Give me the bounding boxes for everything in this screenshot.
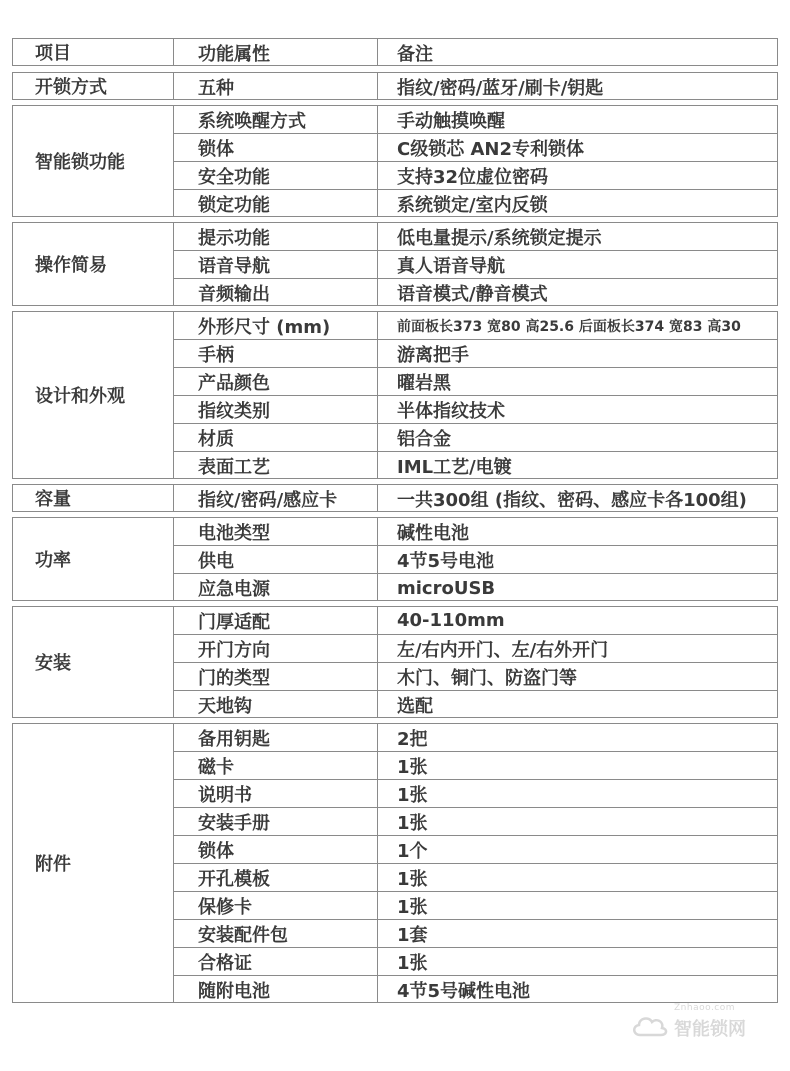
section-installation <box>12 606 778 718</box>
table-row <box>173 976 777 1004</box>
feature-cell: 天地钩 <box>198 696 252 717</box>
remark-cell: 半体指纹技术 <box>397 400 505 422</box>
table-row <box>173 635 777 663</box>
remark-cell: 1张 <box>397 756 428 778</box>
table-row <box>173 223 777 251</box>
section-capacity <box>12 484 778 512</box>
table-row <box>173 574 777 602</box>
table-row <box>173 340 777 368</box>
feature-cell: 外形尺寸 (mm) <box>198 316 331 338</box>
remark-cell: 1个 <box>397 840 428 862</box>
section-title: 智能锁功能 <box>35 152 125 173</box>
table-header <box>12 38 778 66</box>
feature-cell: 应急电源 <box>198 579 270 600</box>
section-power <box>12 517 778 601</box>
header-feature: 功能属性 <box>198 44 270 65</box>
feature-cell: 锁体 <box>198 840 234 862</box>
section-title: 功率 <box>35 550 71 571</box>
table-row <box>173 948 777 976</box>
table-row <box>173 752 777 780</box>
table-row <box>173 279 777 307</box>
feature-cell: 产品颜色 <box>198 372 270 394</box>
table-row <box>173 396 777 424</box>
section-design-appearance <box>12 311 778 479</box>
feature-cell: 系统唤醒方式 <box>198 110 306 132</box>
section-title: 操作简易 <box>35 255 107 276</box>
section-title: 附件 <box>35 854 71 875</box>
feature-cell: 电池类型 <box>198 522 270 544</box>
table-row <box>173 452 777 480</box>
feature-cell: 五种 <box>198 78 234 99</box>
section-title: 容量 <box>35 489 71 510</box>
feature-cell: 开孔模板 <box>198 868 270 890</box>
remark-cell: C级锁芯 AN2专利锁体 <box>397 138 584 160</box>
remark-cell: 40-110mm <box>397 610 505 631</box>
feature-cell: 门厚适配 <box>198 611 270 633</box>
remark-cell: 前面板长373 宽80 高25.6 后面板长374 宽83 高30 <box>397 318 741 335</box>
remark-cell: 曜岩黑 <box>397 372 451 394</box>
remark-cell: 游离把手 <box>397 344 469 366</box>
feature-cell: 安装手册 <box>198 812 270 834</box>
header-remark: 备注 <box>397 44 433 65</box>
section-title: 安装 <box>35 653 71 674</box>
feature-cell: 语音导航 <box>198 255 270 277</box>
watermark-name: 智能锁网 <box>674 1019 746 1040</box>
remark-cell: 2把 <box>397 728 428 750</box>
table-row <box>173 190 777 218</box>
feature-cell: 供电 <box>198 550 234 572</box>
table-row <box>173 780 777 808</box>
remark-cell: 真人语音导航 <box>397 255 505 277</box>
remark-cell: 一共300组 (指纹、密码、感应卡各100组) <box>397 490 747 511</box>
feature-cell: 指纹/密码/感应卡 <box>198 490 338 511</box>
feature-cell: 合格证 <box>198 952 252 974</box>
feature-cell: 开门方向 <box>198 639 270 661</box>
table-row <box>173 106 777 134</box>
table-row <box>173 808 777 836</box>
feature-cell: 备用钥匙 <box>198 728 270 750</box>
feature-cell: 材质 <box>198 428 234 450</box>
feature-cell: 提示功能 <box>198 227 270 249</box>
feature-cell: 磁卡 <box>198 756 234 778</box>
remark-cell: microUSB <box>397 577 496 599</box>
watermark-site: Znhaoo.com <box>674 1003 736 1013</box>
remark-cell: 1张 <box>397 896 428 918</box>
remark-cell: 1张 <box>397 952 428 974</box>
watermark <box>630 1003 770 1043</box>
feature-cell: 手柄 <box>198 344 234 366</box>
feature-cell: 说明书 <box>198 784 252 806</box>
feature-cell: 表面工艺 <box>198 457 270 478</box>
section-easy-operation <box>12 222 778 306</box>
feature-cell: 安全功能 <box>198 166 270 188</box>
table-row <box>173 73 777 101</box>
remark-cell: 4节5号电池 <box>397 550 495 572</box>
feature-cell: 门的类型 <box>198 667 270 689</box>
section-smart-lock-functions <box>12 105 778 217</box>
section-unlock-methods <box>12 72 778 100</box>
feature-cell: 锁定功能 <box>198 195 270 216</box>
remark-cell: 4节5号碱性电池 <box>397 981 531 1002</box>
table-row <box>173 312 777 340</box>
remark-cell: 1张 <box>397 812 428 834</box>
feature-cell: 随附电池 <box>198 981 270 1002</box>
remark-cell: 木门、铜门、防盗门等 <box>397 667 577 689</box>
feature-cell: 安装配件包 <box>198 924 288 946</box>
remark-cell: 铝合金 <box>397 428 451 450</box>
remark-cell: 选配 <box>397 696 433 717</box>
header-item: 项目 <box>35 43 71 64</box>
cloud-logo-icon <box>630 1011 670 1039</box>
feature-cell: 音频输出 <box>198 284 270 305</box>
table-row <box>173 485 777 513</box>
remark-cell: IML工艺/电镀 <box>397 457 512 478</box>
remark-cell: 1张 <box>397 784 428 806</box>
remark-cell: 低电量提示/系统锁定提示 <box>397 227 602 249</box>
table-row <box>173 546 777 574</box>
table-row <box>173 691 777 719</box>
feature-cell: 锁体 <box>198 138 234 160</box>
remark-cell: 支持32位虚位密码 <box>397 166 549 188</box>
remark-cell: 手动触摸唤醒 <box>397 110 505 132</box>
remark-cell: 1张 <box>397 868 428 890</box>
table-row <box>173 134 777 162</box>
table-row <box>173 864 777 892</box>
table-row <box>173 836 777 864</box>
table-row <box>173 518 777 546</box>
table-row <box>173 251 777 279</box>
remark-cell: 左/右内开门、左/右外开门 <box>397 639 609 661</box>
feature-cell: 保修卡 <box>198 896 252 918</box>
remark-cell: 系统锁定/室内反锁 <box>397 195 548 216</box>
table-row <box>173 607 777 635</box>
section-title: 设计和外观 <box>35 386 125 407</box>
table-row <box>173 162 777 190</box>
table-row <box>173 663 777 691</box>
remark-cell: 指纹/密码/蓝牙/刷卡/钥匙 <box>397 78 604 99</box>
remark-cell: 碱性电池 <box>397 522 469 544</box>
table-row <box>173 920 777 948</box>
table-row <box>173 892 777 920</box>
section-title: 开锁方式 <box>35 77 107 98</box>
table-row <box>173 368 777 396</box>
feature-cell: 指纹类别 <box>198 400 270 422</box>
remark-cell: 1套 <box>397 924 428 946</box>
table-row <box>173 424 777 452</box>
section-accessories <box>12 723 778 1003</box>
table-row <box>173 724 777 752</box>
remark-cell: 语音模式/静音模式 <box>397 284 548 305</box>
